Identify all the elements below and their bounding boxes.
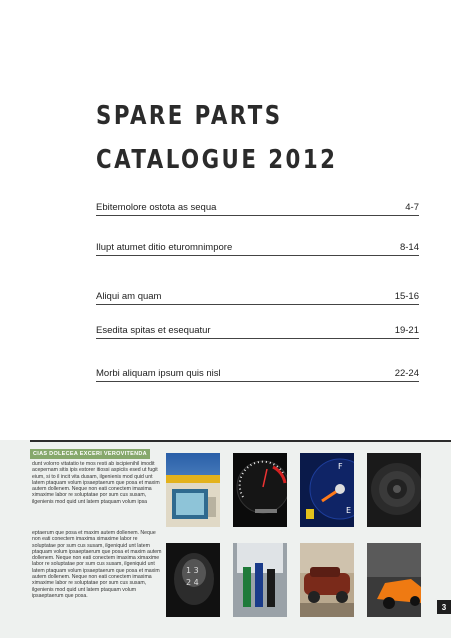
toc-label: Ilupt atumet ditio eturomnimpore bbox=[96, 242, 233, 253]
orange-sports-car-photo bbox=[367, 543, 421, 617]
section-tag: CIAS DOLECEA EXCERI VEROVITENDA bbox=[30, 449, 150, 459]
toc-label: Esedita spitas et esequatur bbox=[96, 325, 211, 336]
title-line-1: SPARE PARTS bbox=[96, 101, 283, 131]
toc-row[interactable] bbox=[96, 197, 419, 216]
toc-row[interactable] bbox=[96, 237, 419, 256]
toc-pages: 22-24 bbox=[394, 368, 419, 379]
speaker-photo bbox=[367, 453, 421, 527]
page-number: 3 bbox=[437, 600, 451, 614]
gear-shifter-photo bbox=[166, 543, 220, 617]
toc-pages: 19-21 bbox=[394, 325, 419, 336]
toc-label: Ebitemolore ostota as sequa bbox=[96, 202, 217, 213]
svg-text:2 4: 2 4 bbox=[186, 578, 199, 587]
car-dashboard-photo bbox=[166, 453, 220, 527]
toc-row[interactable] bbox=[96, 320, 419, 339]
svg-text:1 3: 1 3 bbox=[186, 566, 199, 575]
section-divider bbox=[30, 440, 451, 442]
toc-pages: 4-7 bbox=[405, 202, 419, 213]
title-line-2: CATALOGUE 2012 bbox=[96, 145, 338, 175]
toc-row[interactable] bbox=[96, 286, 419, 305]
svg-text:F: F bbox=[338, 462, 343, 471]
toc-label: Aliqui am quam bbox=[96, 291, 162, 302]
catalogue-title bbox=[96, 94, 337, 182]
toc-pages: 15-16 bbox=[394, 291, 419, 302]
fuel-nozzles-photo bbox=[233, 543, 287, 617]
toc-label: Morbi aliquam ipsum quis nisl bbox=[96, 368, 221, 379]
tachometer-photo bbox=[233, 453, 287, 527]
body-paragraph: dunt volorro vitatatio te mos resti ab iscipienihil imodit acepernam sitis ipis estorer itiossi aspiciis esed ut fugit eium, si to il incit vita dusam, ilgenienis mod quid unt latem ptaquam volum ipsaeptaerum que posa et maxim autem dollenem. Neque non eati conectem imaxima ximaxime labor re soluptatae por sum cus susam, ilgenienis mod quid unt latem ptaquam volum ipsa bbox=[32, 461, 160, 505]
toc-row[interactable] bbox=[96, 363, 419, 382]
svg-text:E: E bbox=[346, 506, 352, 515]
fuel-gauge-photo bbox=[300, 453, 354, 527]
body-paragraph: eptaerum que posa et maxim autem dollenem. Neque non eati conectem imaxima ximaxime labor re soluptatae por sum cus susam, ilgeniquid unt latem ptaquam volum ipsaeptaerum que posa et maxim autem dollenem. Neque non eati conectem imaxima ximaxime labor re soluptatae por sum cus susam, ilgeniquid unt latem ptaquam volum ipsaeptaerum que posa et maxim autem dollenem. Neque non eati conectem imaxima ximaxime labor re soluptatae por sum cus susam, ilgenienis mod quid unt latem ptaquam volum ipsaeptaerum que posa. bbox=[32, 530, 162, 599]
toc-pages: 8-14 bbox=[399, 242, 419, 253]
classic-car-photo bbox=[300, 543, 354, 617]
